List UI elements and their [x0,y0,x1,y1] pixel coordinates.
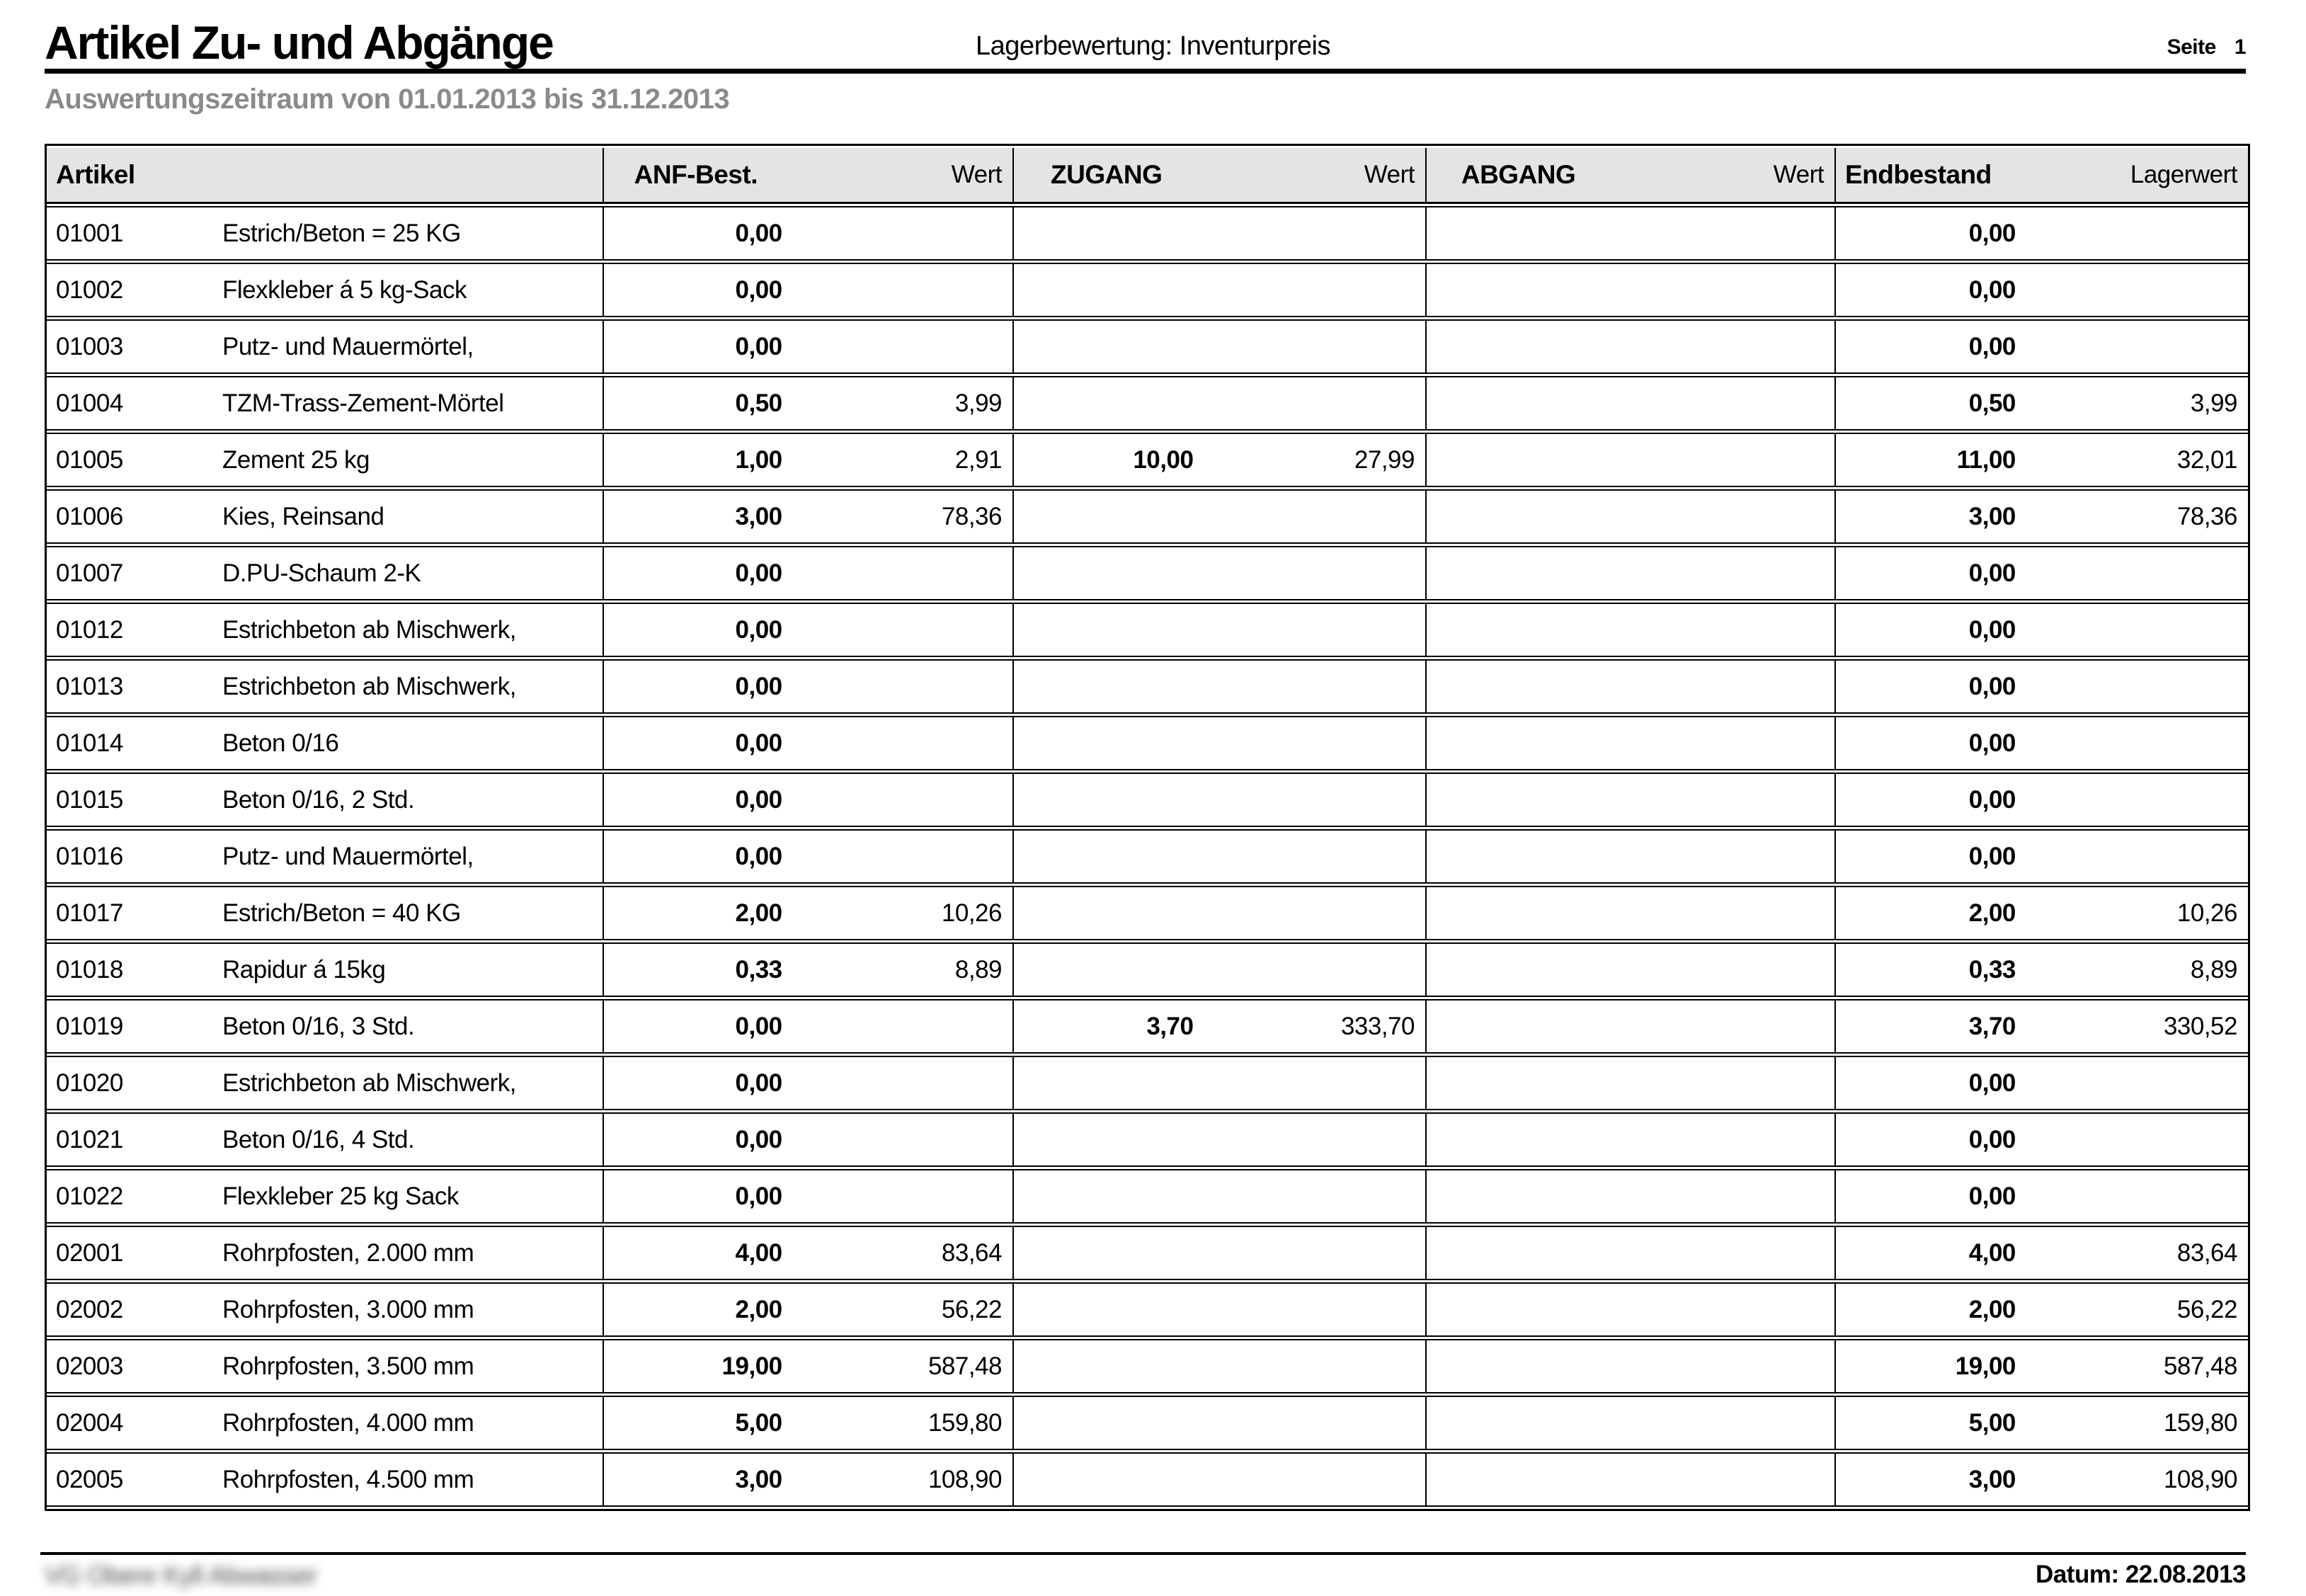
endbestand-qty: 19,00 [1955,1352,2016,1380]
page-number [2167,35,2246,59]
col-header-artikel [47,148,603,204]
anf-wert: 3,99 [954,389,1002,417]
abgang-header-label: ABGANG [1461,160,1576,189]
page-title: Artikel Zu- und Abgänge [45,16,553,69]
article-name: Flexkleber á 5 kg-Sack [222,275,467,304]
article-number: 02003 [56,1352,123,1380]
article-number: 02001 [56,1238,123,1267]
lagerwert: 587,48 [2163,1352,2237,1380]
table-row [47,716,2248,770]
article-number: 01007 [56,559,123,587]
lagerwert: 10,26 [2176,899,2237,927]
article-name: Beton 0/16, 2 Std. [222,785,415,814]
anf-qty: 0,00 [735,1012,782,1040]
article-name: Putz- und Mauermörtel, [222,842,474,870]
article-number: 01021 [56,1125,123,1153]
article-name: Rohrpfosten, 4.000 mm [222,1408,474,1437]
anf-wert: 159,80 [927,1408,1002,1437]
table-row [47,1056,2248,1110]
lagerwert: 83,64 [2176,1238,2237,1267]
article-name: Zement 25 kg [222,445,370,474]
anf-qty: 0,50 [735,389,782,417]
col-header-endbestand [1834,148,2248,204]
endbestand-qty: 0,00 [1968,332,2016,360]
zugang-qty: 3,70 [1146,1012,1194,1040]
endbestand-qty: 4,00 [1968,1238,2016,1267]
table-row [47,603,2248,657]
footer-organization-redacted: VG Obere Kyll Abwasser [45,1561,318,1590]
lagerwert: 32,01 [2176,445,2237,474]
endbestand-qty: 3,00 [1968,502,2016,530]
article-number: 01016 [56,842,123,870]
anf-qty: 0,00 [735,672,782,700]
endbestand-qty: 0,33 [1968,955,2016,984]
table-row [47,999,2248,1054]
anf-qty: 0,00 [735,1125,782,1153]
endbestand-qty: 0,00 [1968,729,2016,757]
table-row [47,659,2248,714]
endbestand-qty: 0,50 [1968,389,2016,417]
article-number: 01018 [56,955,123,984]
inventory-table-wrap [45,144,2246,1511]
article-name: Rapidur á 15kg [222,955,386,984]
lagerwert: 8,89 [2190,955,2237,984]
endbestand-qty: 11,00 [1956,445,2016,474]
article-number: 01003 [56,332,123,360]
article-number: 01006 [56,502,123,530]
anf-qty: 0,33 [735,955,782,984]
anf-best-header-label: ANF-Best. [634,160,758,189]
anf-wert: 8,89 [954,955,1002,984]
article-number: 01019 [56,1012,123,1040]
table-row [47,1396,2248,1450]
article-number: 01002 [56,275,123,304]
article-name: Beton 0/16 [222,729,339,757]
anf-qty: 0,00 [735,332,782,360]
article-name: Estrichbeton ab Mischwerk, [222,615,516,644]
endbestand-qty: 2,00 [1968,1295,2016,1323]
anf-qty: 2,00 [735,899,782,927]
abgang-wert-header-label: Wert [1773,161,1824,188]
article-name: Estrich/Beton = 40 KG [222,899,461,927]
table-header-row [47,148,2248,204]
anf-qty: 4,00 [735,1238,782,1267]
article-number: 01017 [56,899,123,927]
article-number: 01004 [56,389,123,417]
zugang-wert: 27,99 [1354,445,1415,474]
table-row [47,263,2248,317]
anf-qty: 0,00 [735,842,782,870]
article-number: 01013 [56,672,123,700]
article-number: 01012 [56,615,123,644]
table-row [47,489,2248,544]
article-number: 02004 [56,1408,123,1437]
lagerwert: 78,36 [2176,502,2237,530]
table-row [47,319,2248,374]
table-row [47,1282,2248,1337]
table-row [47,546,2248,600]
article-name: Estrichbeton ab Mischwerk, [222,1068,516,1097]
endbestand-qty: 0,00 [1968,559,2016,587]
anf-qty: 3,00 [735,1465,782,1493]
article-number: 01014 [56,729,123,757]
endbestand-qty: 0,00 [1968,275,2016,304]
table-row [47,1339,2248,1393]
anf-qty: 0,00 [735,729,782,757]
article-number: 02002 [56,1295,123,1323]
anf-wert: 2,91 [954,445,1002,474]
article-number: 02005 [56,1465,123,1493]
endbestand-qty: 3,00 [1968,1465,2016,1493]
article-name: D.PU-Schaum 2-K [222,559,421,587]
anf-qty: 0,00 [735,1182,782,1210]
artikel-header-label: Artikel [56,160,135,189]
anf-qty: 0,00 [735,1068,782,1097]
lagerwert: 159,80 [2163,1408,2237,1437]
anf-qty: 0,00 [735,219,782,247]
endbestand-qty: 0,00 [1968,842,2016,870]
table-row [47,942,2248,997]
anf-wert: 78,36 [941,502,1002,530]
endbestand-qty: 2,00 [1968,899,2016,927]
article-name: Rohrpfosten, 3.000 mm [222,1295,474,1323]
table-row [47,829,2248,884]
anf-wert: 108,90 [927,1465,1002,1493]
table-body [47,206,2248,1507]
col-header-abgang [1425,148,1834,204]
endbestand-qty: 0,00 [1968,615,2016,644]
zugang-wert-header-label: Wert [1364,161,1415,188]
endbestand-qty: 0,00 [1968,785,2016,814]
article-name: Rohrpfosten, 4.500 mm [222,1465,474,1493]
lagerwert: 330,52 [2163,1012,2237,1040]
anf-wert: 83,64 [941,1238,1002,1267]
table-row [47,376,2248,431]
anf-wert-header-label: Wert [951,161,1002,188]
col-header-anf-best [603,148,1012,204]
article-name: TZM-Trass-Zement-Mörtel [222,389,504,417]
endbestand-qty: 3,70 [1968,1012,2016,1040]
article-name: Rohrpfosten, 3.500 mm [222,1352,474,1380]
table-row [47,206,2248,261]
anf-qty: 0,00 [735,275,782,304]
col-header-zugang [1012,148,1425,204]
article-number: 01015 [56,785,123,814]
article-name: Estrich/Beton = 25 KG [222,219,461,247]
anf-qty: 19,00 [721,1352,782,1380]
article-name: Flexkleber 25 kg Sack [222,1182,459,1210]
anf-wert: 587,48 [927,1352,1002,1380]
footer-date: Datum: 22.08.2013 [2036,1561,2246,1588]
endbestand-qty: 0,00 [1968,1125,2016,1153]
lagerwert: 3,99 [2190,389,2237,417]
page-number-value: 1 [2234,35,2246,59]
table-row [47,433,2248,487]
table-row [47,886,2248,940]
anf-qty: 0,00 [735,785,782,814]
inventory-table [45,144,2250,1511]
table-row [47,1452,2248,1507]
article-name: Putz- und Mauermörtel, [222,332,474,360]
anf-qty: 2,00 [735,1295,782,1323]
anf-qty: 5,00 [735,1408,782,1437]
article-number: 01022 [56,1182,123,1210]
anf-qty: 0,00 [735,559,782,587]
endbestand-qty: 0,00 [1968,1182,2016,1210]
endbestand-qty: 0,00 [1968,672,2016,700]
evaluation-period: Auswertungszeitraum von 01.01.2013 bis 31.12.2013 [45,84,730,115]
endbestand-header-label: Endbestand [1845,160,1992,189]
article-name: Beton 0/16, 3 Std. [222,1012,415,1040]
anf-qty: 0,00 [735,615,782,644]
article-name: Beton 0/16, 4 Std. [222,1125,415,1153]
table-row [47,1112,2248,1167]
anf-wert: 10,26 [941,899,1002,927]
anf-qty: 1,00 [735,445,782,474]
article-number: 01001 [56,219,123,247]
endbestand-qty: 0,00 [1968,219,2016,247]
article-name: Estrichbeton ab Mischwerk, [222,672,516,700]
header-rule [45,69,2246,74]
lagerwert: 56,22 [2176,1295,2237,1323]
footer-rule [40,1552,2246,1555]
article-number: 01005 [56,445,123,474]
zugang-wert: 333,70 [1340,1012,1415,1040]
lagerwert-header-label: Lagerwert [2130,161,2237,188]
article-number: 01020 [56,1068,123,1097]
endbestand-qty: 5,00 [1968,1408,2016,1437]
zugang-header-label: ZUGANG [1051,160,1163,189]
anf-qty: 3,00 [735,502,782,530]
table-row [47,1226,2248,1280]
table-row [47,773,2248,827]
valuation-label: Lagerbewertung: Inventurpreis [976,31,1330,61]
article-name: Kies, Reinsand [222,502,384,530]
article-name: Rohrpfosten, 2.000 mm [222,1238,474,1267]
page-word: Seite [2167,35,2216,59]
anf-wert: 56,22 [941,1295,1002,1323]
zugang-qty: 10,00 [1133,445,1194,474]
table-row [47,1169,2248,1224]
lagerwert: 108,90 [2163,1465,2237,1493]
endbestand-qty: 0,00 [1968,1068,2016,1097]
